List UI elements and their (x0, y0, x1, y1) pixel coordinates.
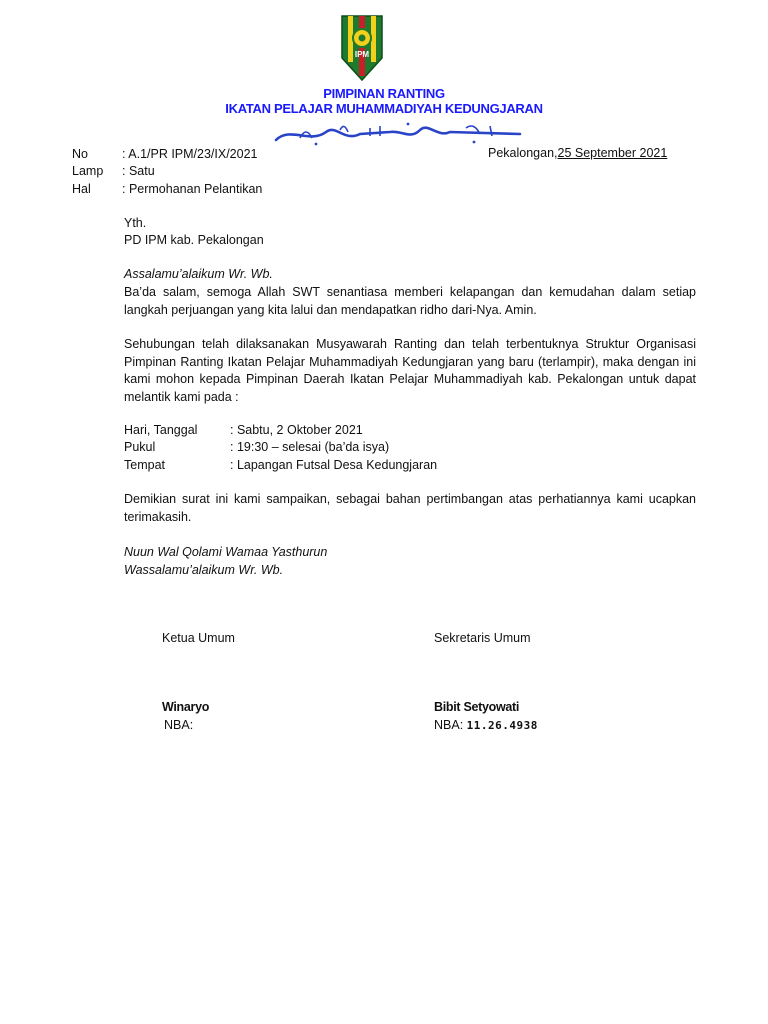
nba-secretary-number: 11.26.4938 (466, 719, 538, 732)
signature-name-chair: Winaryo (162, 700, 210, 714)
nba-secretary (434, 718, 538, 732)
logo-text: IPM (354, 50, 370, 59)
letter-date (488, 146, 667, 160)
signature-name-secretary: Bibit Setyowati (434, 700, 520, 714)
detail-label-day: Hari, Tanggal (124, 423, 198, 437)
nba-chair: NBA: (164, 718, 194, 732)
recipient-name: PD IPM kab. Pekalongan (124, 233, 264, 247)
lamp-label: Lamp (72, 164, 104, 178)
basmalah-calligraphy (270, 118, 530, 148)
detail-value-time: : 19:30 – selesai (ba’da isya) (230, 440, 390, 454)
closing-line-2: Wassalamu’alaikum Wr. Wb. (124, 563, 284, 577)
lamp-value: : Satu (122, 164, 155, 178)
paragraph-2: Sehubungan telah dilaksanakan Musyawarah Ranting dan telah terbentuknya Struktur Organisasi Pimpinan Ranting Ikatan Pelajar Muhammadiyah Kedungjaran yang baru (terlampir), maka dengan ini kami mohon kepada Pimpinan Daerah Ikatan Pelajar Muhammadiyah kab. Pekalongan untuk dapat melantik kami pada : (124, 337, 696, 404)
date-place: Pekalongan, (488, 146, 558, 160)
detail-value-place: : Lapangan Futsal Desa Kedungjaran (230, 458, 438, 472)
detail-label-time: Pukul (124, 440, 156, 454)
header-line-1: PIMPINAN RANTING (323, 86, 445, 101)
signature-role-secretary: Sekretaris Umum (434, 631, 531, 645)
detail-label-place: Tempat (124, 458, 165, 472)
closing-line-1: Nuun Wal Qolami Wamaa Yasthurun (124, 545, 328, 559)
ipm-logo (340, 14, 384, 82)
nba-secretary-label: NBA: (434, 718, 464, 732)
no-label: No (72, 147, 88, 161)
header-line-2: IKATAN PELAJAR MUHAMMADIYAH KEDUNGJARAN (225, 101, 543, 116)
detail-value-day: : Sabtu, 2 Oktober 2021 (230, 423, 363, 437)
paragraph-1: Ba’da salam, semoga Allah SWT senantiasa memberi kelapangan dan kemudahan dalam setiap langkah perjuangan yang kita lalui dan mendapatkan ridho dari-Nya. Amin. (124, 285, 696, 317)
no-value: : A.1/PR IPM/23/IX/2021 (122, 147, 258, 161)
date-value: 25 September 2021 (557, 146, 668, 160)
hal-label: Hal (72, 182, 91, 196)
recipient-yth: Yth. (124, 216, 147, 230)
paragraph-3: Demikian surat ini kami sampaikan, sebagai bahan pertimbangan atas perhatiannya kami ucapkan terimakasih. (124, 492, 696, 524)
hal-value: : Permohanan Pelantikan (122, 182, 263, 196)
signature-role-chair: Ketua Umum (162, 631, 235, 645)
greeting: Assalamu’alaikum Wr. Wb. (124, 267, 273, 281)
